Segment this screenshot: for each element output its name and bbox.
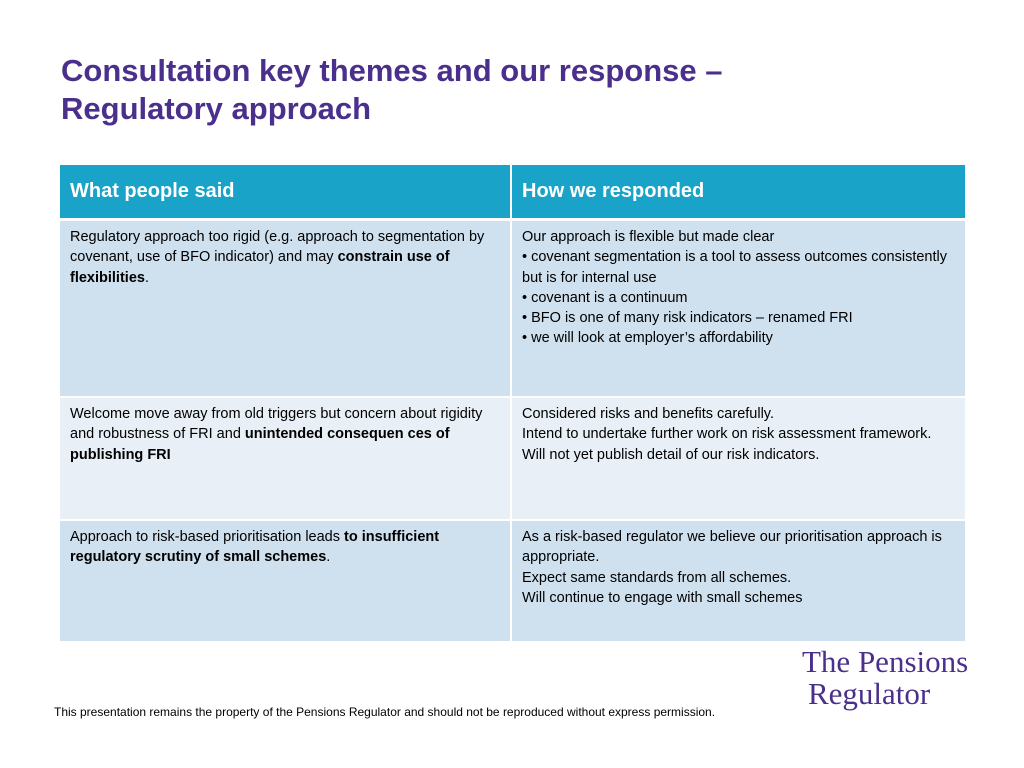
response-line: • covenant is a continuum — [522, 289, 688, 306]
table-row — [60, 521, 965, 643]
response-line: Intend to undertake further work on risk assessment framework. — [522, 426, 932, 443]
response-line: Our approach is flexible but made clear — [522, 229, 775, 245]
response-line: Will continue to engage with small schemes — [522, 589, 803, 606]
said-text: Welcome move away from old triggers but concern about rigidity and robustness of FRI and — [70, 406, 483, 443]
said-text: Approach to risk-based prioritisation leads — [70, 529, 345, 545]
said-emphasis: to insufficient regulatory scrutiny of small schemes — [70, 529, 440, 566]
said-tail: . — [326, 549, 331, 566]
response-line: • we will look at employer’s affordability — [522, 330, 773, 347]
response-cell — [512, 221, 965, 398]
said-emphasis: constrain use of flexibilities — [70, 249, 450, 286]
table-row — [60, 398, 965, 521]
said-cell — [60, 398, 512, 521]
response-line: As a risk-based regulator we believe our prioritisation approach is appropriate. — [522, 529, 942, 566]
said-cell — [60, 521, 512, 643]
header-how-we-responded: How we responded — [512, 165, 965, 221]
slide-title — [61, 52, 961, 128]
said-text: Regulatory approach too rigid (e.g. approach to segmentation by covenant, use of BFO indicator) and may — [70, 229, 485, 266]
response-line: Considered risks and benefits carefully. — [522, 406, 774, 422]
footer-disclaimer: This presentation remains the property of the Pensions Regulator and should not be reproduced without express permission. — [54, 705, 716, 719]
logo-line1: The Pensions — [802, 644, 969, 679]
response-line: Will not yet publish detail of our risk indicators. — [522, 446, 820, 463]
said-tail: . — [144, 269, 149, 286]
table-row — [60, 221, 965, 398]
slide-title-line2: Regulatory approach — [61, 91, 372, 126]
response-line: • covenant segmentation is a tool to assess outcomes consistently but is for internal use — [522, 249, 947, 286]
header-what-people-said: What people said — [60, 165, 512, 221]
logo-line2: Regulator — [808, 676, 931, 711]
response-line: • BFO is one of many risk indicators – renamed FRI — [522, 310, 853, 327]
table-header-row — [60, 165, 965, 221]
slide-title-line1: Consultation key themes and our response – — [61, 53, 723, 88]
said-emphasis: unintended consequen ces of publishing FRI — [70, 426, 450, 463]
response-table — [60, 165, 965, 643]
response-line: Expect same standards from all schemes. — [522, 569, 792, 586]
response-cell — [512, 398, 965, 521]
said-cell — [60, 221, 512, 398]
response-cell — [512, 521, 965, 643]
pensions-regulator-logo — [802, 646, 968, 710]
